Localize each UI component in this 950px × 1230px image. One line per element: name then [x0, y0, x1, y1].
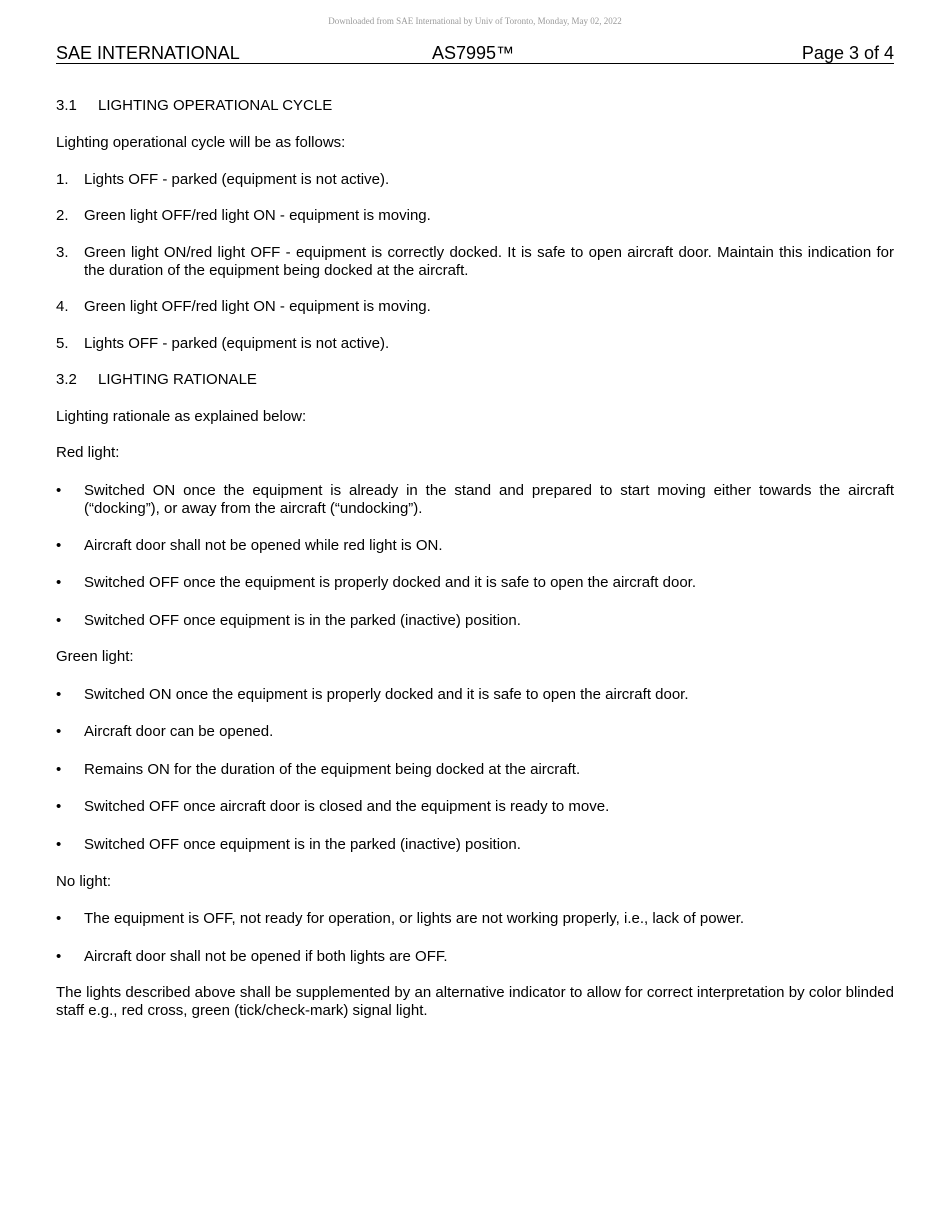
no-light-label: No light:: [56, 873, 112, 890]
list-item: [56, 686, 894, 704]
list-item: [56, 723, 894, 741]
list-item-text: Aircraft door shall not be opened while red light is ON.: [84, 537, 443, 554]
list-item-text: Lights OFF - parked (equipment is not active).: [84, 335, 390, 352]
list-item-text: Remains ON for the duration of the equipment being docked at the aircraft.: [84, 761, 581, 778]
page-header: [56, 43, 894, 64]
list-item-text: Green light OFF/red light ON - equipment is moving.: [84, 298, 431, 315]
list-item: [56, 171, 894, 189]
list-item: [56, 244, 894, 280]
list-marker: 2.: [56, 207, 69, 224]
bullet: •: [56, 948, 62, 965]
list-item-text: Switched OFF once equipment is in the parked (inactive) position.: [84, 836, 521, 853]
download-notice: Downloaded from SAE International by Univ of Toronto, Monday, May 02, 2022: [328, 16, 622, 26]
closing-paragraph: The lights described above shall be supplemented by an alternative indicator to allow for correct interpretation by color blinded staff e.g., red cross, green (tick/check-mark) signal light.: [56, 984, 894, 1019]
section-number: 3.1: [56, 97, 77, 114]
list-item-text: Green light ON/red light OFF - equipment is correctly docked. It is safe to open aircraft door. Maintain this indication for the duration of the equipment being docked at the aircraft.: [84, 244, 894, 279]
list-item-text: Switched ON once the equipment is already in the stand and prepared to start moving either towards the aircraft (“docking”), or away from the aircraft (“undocking”).: [84, 482, 894, 517]
bullet: •: [56, 910, 62, 927]
list-item-text: Switched OFF once the equipment is properly docked and it is safe to open the aircraft door.: [84, 574, 697, 591]
section-number: 3.2: [56, 371, 77, 388]
section-intro: Lighting operational cycle will be as follows:: [56, 134, 346, 151]
bullet: •: [56, 686, 62, 703]
bullet: •: [56, 574, 62, 591]
list-item-text: Switched OFF once aircraft door is closed and the equipment is ready to move.: [84, 798, 610, 815]
list-item: [56, 798, 894, 816]
list-item: [56, 335, 894, 353]
header-page-number: Page 3 of 4: [801, 43, 894, 63]
list-item: [56, 537, 894, 555]
list-item: [56, 482, 894, 518]
list-item: [56, 207, 894, 225]
list-item: [56, 612, 894, 630]
section-title: LIGHTING OPERATIONAL CYCLE: [98, 97, 333, 114]
list-item: [56, 761, 894, 779]
list-item-text: Switched ON once the equipment is properly docked and it is safe to open the aircraft door.: [84, 686, 689, 703]
list-item-text: Aircraft door shall not be opened if both lights are OFF.: [84, 948, 448, 965]
bullet: •: [56, 537, 62, 554]
section-heading-3-1: [56, 97, 894, 115]
list-item-text: Lights OFF - parked (equipment is not active).: [84, 171, 390, 188]
list-item-text: Green light OFF/red light ON - equipment is moving.: [84, 207, 431, 224]
list-item: [56, 910, 894, 928]
list-item: [56, 298, 894, 316]
section-intro: Lighting rationale as explained below:: [56, 408, 307, 425]
bullet: •: [56, 612, 62, 629]
list-marker: 1.: [56, 171, 69, 188]
list-marker: 5.: [56, 335, 69, 352]
section-heading-3-2: [56, 371, 894, 389]
list-item-text: The equipment is OFF, not ready for operation, or lights are not working properly, i.e., lack of power.: [84, 910, 745, 927]
red-light-label: Red light:: [56, 444, 120, 461]
header-organization: SAE INTERNATIONAL: [56, 43, 240, 63]
bullet: •: [56, 482, 62, 499]
list-marker: 3.: [56, 244, 69, 261]
list-item-text: Aircraft door can be opened.: [84, 723, 274, 740]
bullet: •: [56, 761, 62, 778]
list-item-text: Switched OFF once equipment is in the parked (inactive) position.: [84, 612, 521, 629]
list-item: [56, 948, 894, 966]
bullet: •: [56, 798, 62, 815]
header-document-id: AS7995™: [432, 43, 515, 63]
list-item: [56, 574, 894, 592]
list-item: [56, 836, 894, 854]
bullet: •: [56, 723, 62, 740]
green-light-label: Green light:: [56, 648, 134, 665]
section-title: LIGHTING RATIONALE: [98, 371, 257, 388]
list-marker: 4.: [56, 298, 69, 315]
bullet: •: [56, 836, 62, 853]
